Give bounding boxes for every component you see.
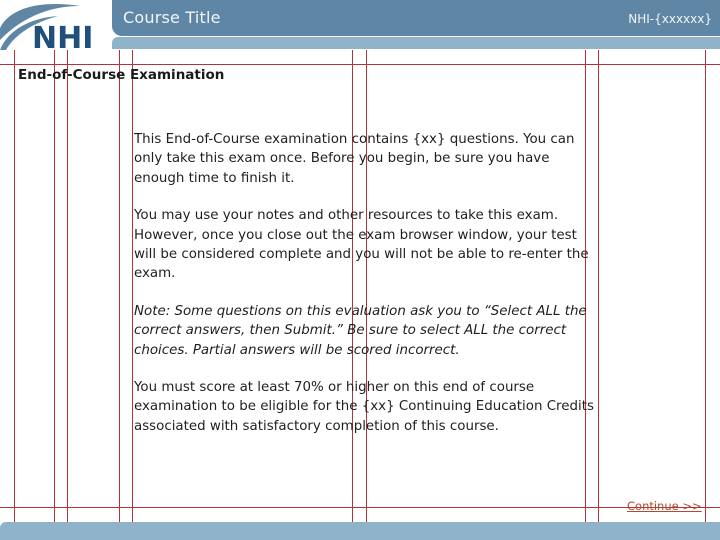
guide-line-horizontal-bottom xyxy=(0,507,720,508)
guide-line-vertical xyxy=(132,50,133,522)
guide-line-horizontal-top xyxy=(0,64,720,65)
continue-link[interactable]: Continue >> xyxy=(627,499,702,513)
page-heading: End-of-Course Examination xyxy=(18,67,225,83)
nhi-logo xyxy=(0,0,110,50)
instruction-paragraph-question-count: This End-of-Course examination contains {xx} questions. You can only take this exam once. Before you begin, be sure you have enough time to finish it. xyxy=(134,132,575,186)
guide-line-vertical xyxy=(67,50,68,522)
guide-line-vertical xyxy=(598,50,599,522)
course-title: Course Title xyxy=(123,8,221,27)
guide-line-vertical xyxy=(705,50,706,522)
guide-line-vertical xyxy=(54,50,55,522)
course-code: NHI-{xxxxxx} xyxy=(628,12,712,26)
logo-lettering: NHI xyxy=(32,21,94,50)
guide-line-vertical xyxy=(14,50,15,522)
instruction-paragraph-passing-score: You must score at least 70% or higher on this end of course examination to be eligible for the {xx} Continuing Education Credits associated with satisfactory completion of this course. xyxy=(134,380,594,434)
nhi-logo-graphic xyxy=(0,0,110,50)
footer-bar xyxy=(0,522,720,540)
instructions-body xyxy=(134,130,596,454)
instruction-paragraph-resources: You may use your notes and other resources to take this exam. However, once you close out the exam browser window, your test will be considered complete and you will not be able to re-enter the exam. xyxy=(134,208,589,282)
header-accent-strip xyxy=(112,37,720,49)
instruction-note: Note: Some questions on this evaluation ask you to “Select ALL the correct answers, then Submit.” Be sure to select ALL the correct choices. Partial answers will be scored incorrect. xyxy=(134,303,587,358)
guide-line-vertical xyxy=(119,50,120,522)
